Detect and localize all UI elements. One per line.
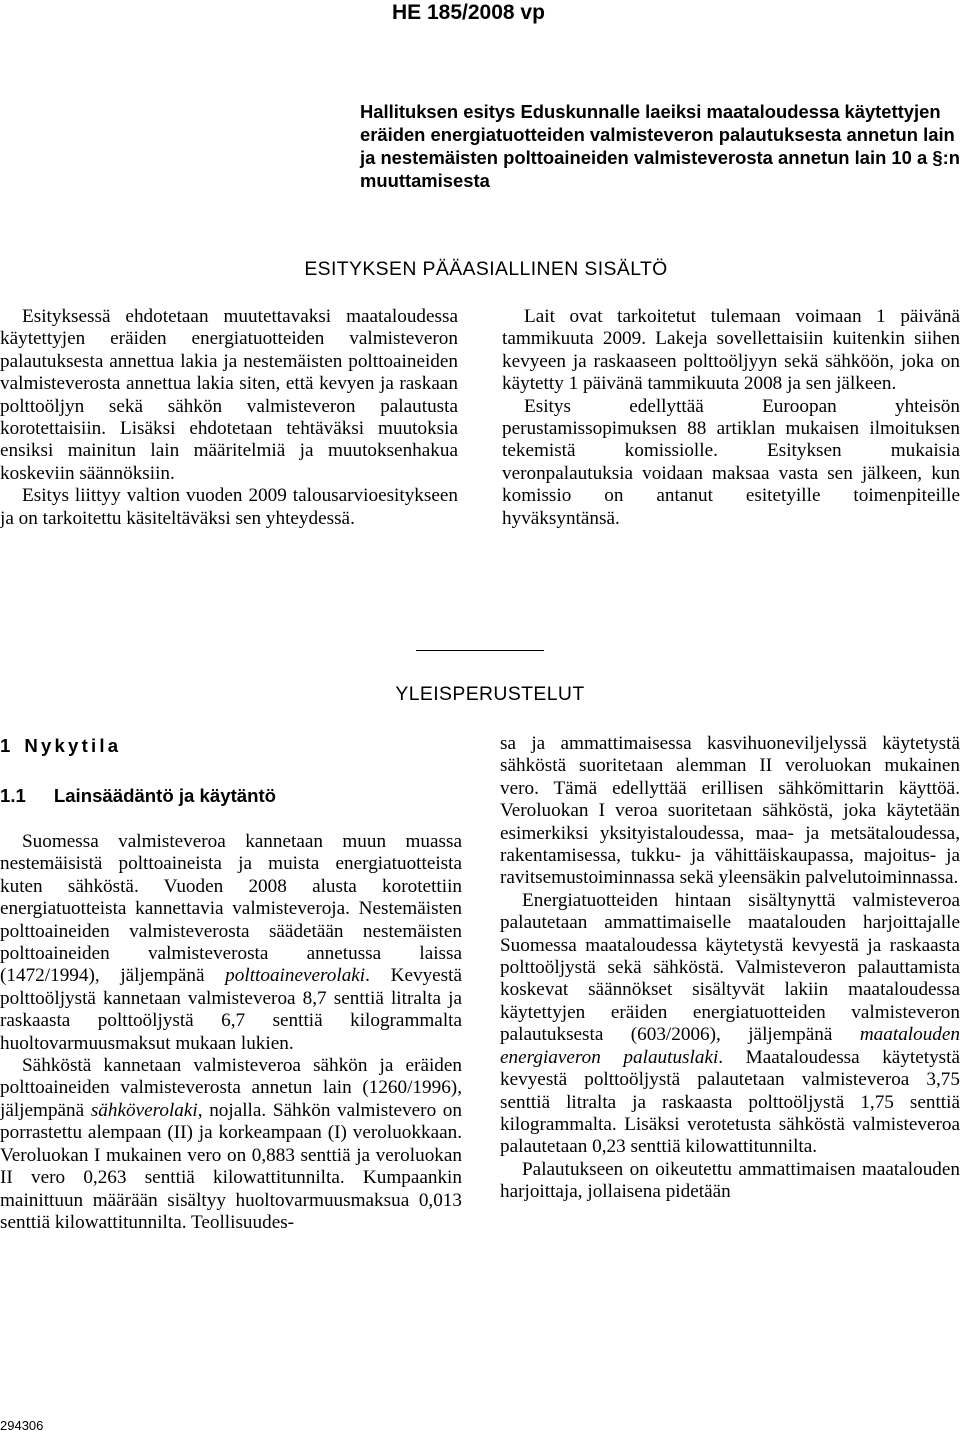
document-title: Hallituksen esitys Eduskunnalle laeiksi maataloudessa käytettyjen eräiden energiatuotteiden valmisteveron palautuksesta annetun lain ja nestemäisten polttoaineiden valmisteverosta annetun lain 10 a §:n muuttamisesta: [360, 101, 960, 191]
subsection-heading: [0, 785, 276, 807]
body-right-column: [500, 733, 960, 1204]
summary-paragraph: Lait ovat tarkoitetut tulemaan voimaan 1 päivänä tammikuuta 2009. Lakeja sovellettaisiin kuitenkin siihen kevyeen ja raskaaseen polttoöljyyn sekä sähköön, joka on käytetty 1 päivänä tammikuuta 2008 ja sen jälkeen.: [502, 306, 960, 395]
document-id: HE 185/2008 vp: [392, 1, 545, 24]
italic-term: sähköverolaki: [90, 1099, 198, 1121]
body-left-column: [0, 831, 462, 1234]
italic-term: maatalouden energiaveron palautuslaki: [500, 1024, 960, 1068]
section-title: Nykytila: [24, 735, 122, 756]
subsection-number: 1.1: [0, 785, 26, 806]
italic-term: polttoaineverolaki: [225, 965, 366, 987]
summary-left-column: [0, 306, 458, 530]
section-number: 1: [0, 735, 11, 756]
body-paragraph: Palautukseen on oikeutettu ammattimaisen maatalouden harjoittaja, jollaisena pidetään: [500, 1158, 960, 1203]
body-paragraph: [0, 831, 462, 1055]
body-text: Sähköstä kannetaan valmisteveroa sähkön ja eräiden polttoaineiden valmisteverosta annetun lain (1260/1996), jäljempänä: [0, 1055, 462, 1121]
body-text: . Kevyestä polttoöljystä kannetaan valmisteveroa 8,7 senttiä litralta ja raskaasta polttoöljystä 6,7 senttiä kilogrammalta huoltovarmuusmaksut mukaan lukien.: [0, 965, 462, 1054]
summary-heading: ESITYKSEN PÄÄASIALLINEN SISÄLTÖ: [304, 258, 668, 280]
body-paragraph: [500, 890, 960, 1159]
body-text: , nojalla. Sähkön valmistevero on porrastettu alempaan (II) ja korkeampaan (I) veroluokkaan. Veroluokan I mukainen vero on 0,883 senttiä ja veroluokan II vero 0,263 senttiä kilowattitunnilta. Kumpaankin mainittuun määrään sisältyy huoltovarmuusmaksua 0,013 senttiä kilowattitunnilta. Teollisuudes-: [0, 1099, 462, 1233]
summary-paragraph: Esitys edellyttää Euroopan yhteisön perustamissopimuksen 88 artiklan mukaisen ilmoituksen tekemistä komissiolle. Esityksen mukaisia veronpalautuksia voidaan maksaa vasta sen jälkeen, kun komissio on antanut esitetyille toimenpiteille hyväksyntänsä.: [502, 395, 960, 529]
general-heading: YLEISPERUSTELUT: [395, 683, 585, 705]
summary-right-column: [502, 306, 960, 530]
body-paragraph: sa ja ammattimaisessa kasvihuoneviljelyssä käytetystä sähköstä suoritetaan alemman II veroluokan mukainen vero. Tämä edellyttää erillisen sähkömittarin käyttöä. Veroluokan I veroa suoritetaan sähköstä, joka käytetään esimerkiksi yksityistaloudessa, maa- ja metsätaloudessa, rakentamisessa, tukku- ja vähittäiskaupassa, majoitus- ja ravitsemustoiminnassa sekä yleensäkin palvelutoiminnassa.: [500, 733, 960, 889]
summary-paragraph: Esitys liittyy valtion vuoden 2009 talousarvioesitykseen ja on tarkoitettu käsiteltäväksi sen yhteydessä.: [0, 485, 458, 529]
body-text: Suomessa valmisteveroa kannetaan muun muassa nestemäisistä polttoaineista ja muista energiatuotteista kuten sähköstä. Vuoden 2008 alusta korotettiin energiatuotteista kannettavia valmisteveroja. Nestemäisten polttoaineiden valmisteverosta säädetään nestemäisten polttoaineiden valmisteverosta annetussa laissa (1472/1994), jäljempänä: [0, 831, 462, 987]
section-heading: [0, 735, 121, 757]
subsection-title: Lainsäädäntö ja käytäntö: [53, 785, 277, 806]
summary-paragraph: Esityksessä ehdotetaan muutettavaksi maataloudessa käytettyjen eräiden energiatuotteiden valmisteveron palautuksesta annettua lakia ja nestemäisten polttoaineiden valmisteverosta annettua lakia siten, että kevyen ja raskaan polttoöljyn sekä sähkön valmisteveron palautusta korotettaisiin. Lisäksi ehdotetaan tehtäväksi muutoksia ensiksi mainitun lain määritelmiä ja muutoksenhakua koskeviin säännöksiin.: [0, 306, 458, 484]
body-text: . Maataloudessa käytetystä kevyestä polttoöljystä palautetaan valmisteveroa 3,75 senttiä litralta ja raskaasta polttoöljystä 1,75 senttiä kilogrammalta. Lisäksi verotetusta sähköstä valmisteveroa palautetaan 0,23 senttiä kilowattitunnilta.: [500, 1046, 960, 1158]
body-paragraph: [0, 1055, 462, 1234]
page-code: 294306: [0, 1418, 44, 1433]
section-divider: [416, 650, 544, 651]
body-text: Energiatuotteiden hintaan sisältynyttä valmisteveroa palautetaan ammattimaiselle maatalouden harjoittajalle Suomessa maataloudessa käytetystä kevyestä ja raskaasta polttoöljystä sekä sähköstä. Valmisteveron palauttamista koskevat säännökset sisältyvät lakiin maataloudessa käytettyjen eräiden energiatuotteiden valmisteveron palautuksesta (603/2006), jäljempänä: [500, 889, 960, 1046]
